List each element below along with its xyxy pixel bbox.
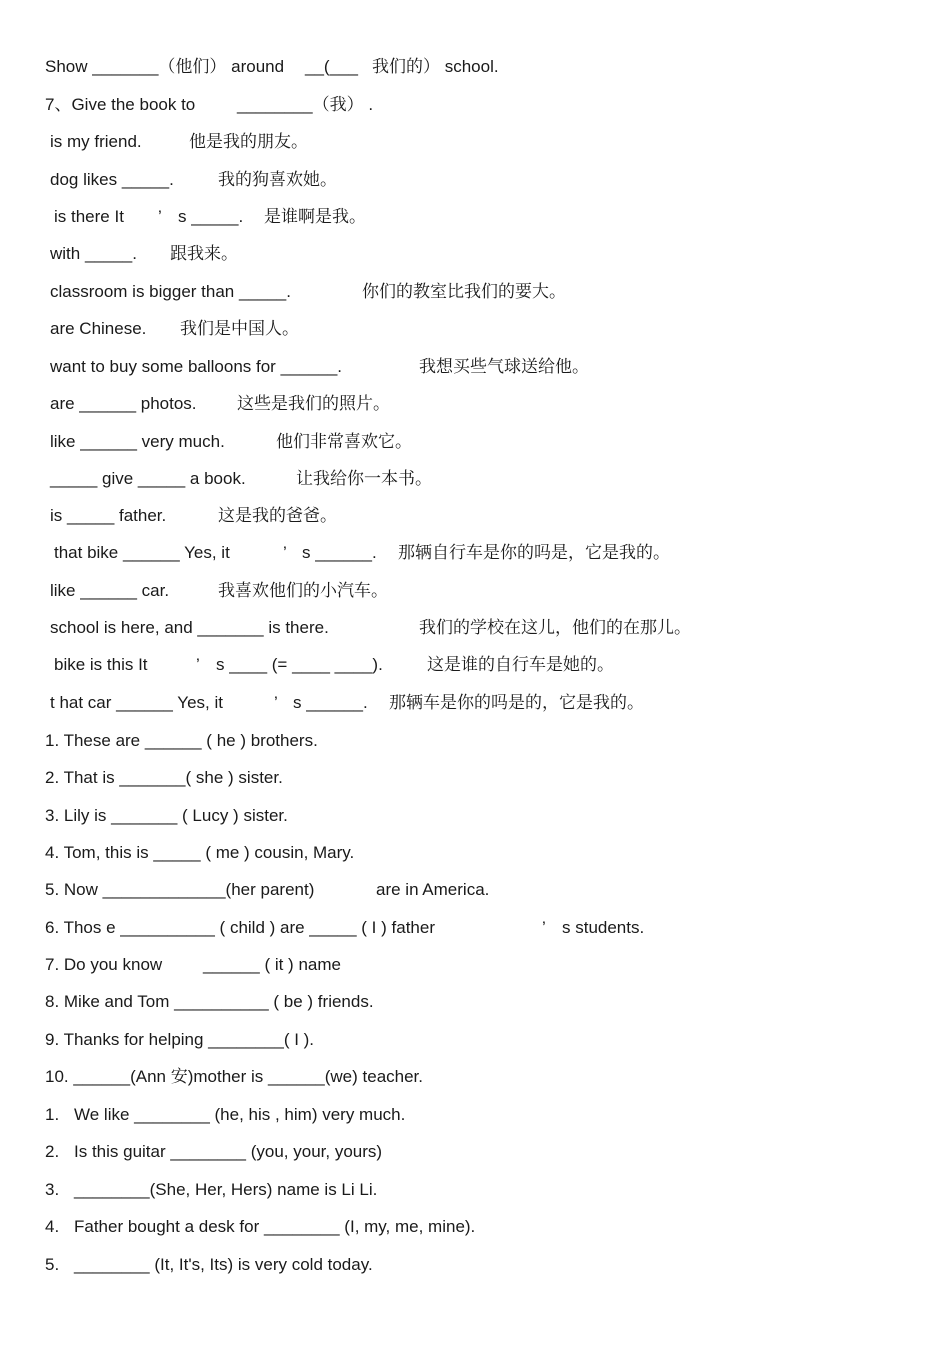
apostrophe: ’ [283,543,287,562]
line-text: t hat car ______ Yes, it [50,693,223,712]
translation-text: 跟我来。 [170,244,238,264]
exercise-text: 6. Thos e __________ ( child ) are _____ ( I ) father [45,918,435,937]
apostrophe: ’ [158,207,162,226]
line-text: like ______ car. [50,581,170,600]
apostrophe: ’ [274,693,278,712]
exercise-text: 8. Mike and Tom __________ ( be ) friends. [45,992,374,1011]
line-text: is there It [54,207,124,226]
item-number: 2. [45,1142,60,1161]
exercise-text: 3. Lily is _______ ( Lucy ) sister. [45,806,288,825]
exercise-text: ______ ( it ) name [203,955,341,974]
translation-text: 我们的学校在这儿，他们的在那儿。 [419,618,691,638]
item-number: 5. [45,1255,60,1274]
translation-text: 你们的教室比我们的要大。 [362,282,566,302]
translation-text: 我想买些气球送给他。 [419,357,589,377]
translation-text: 让我给你一本书。 [296,469,432,489]
line-text: 我们的） school. [372,57,499,76]
translation-text: 这些是我们的照片。 [237,394,390,414]
line-text: _____ give _____ a book. [50,469,246,488]
line-text: want to buy some balloons for ______. [50,357,343,376]
apostrophe: ’ [542,918,546,937]
translation-text: 这是我的爸爸。 [218,506,337,526]
line-text: school is here, and _______ is there. [50,618,329,637]
line-text: s ____ (= ____ ____). [216,655,383,674]
translation-text: 我们是中国人。 [180,319,299,339]
line-text: __(___ [305,57,363,76]
item-number: 3. [45,1180,60,1199]
line-text: bike is this It [54,655,148,674]
exercise-text: 5. Now _____________(her parent) [45,880,315,899]
exercise-text: ________(She, Her, Hers) name is Li Li. [74,1180,378,1199]
line-text: classroom is bigger than _____. [50,282,291,301]
exercise-text: 2. That is _______( she ) sister. [45,768,283,787]
line-text: are Chinese. [50,319,147,338]
line-text: that bike ______ Yes, it [54,543,230,562]
line-text: dog likes _____. [50,170,174,189]
translation-text: 这是谁的自行车是她的。 [427,655,614,675]
exercise-text: We like ________ (he, his , him) very much. [74,1105,406,1124]
line-text: s ______. [293,693,368,712]
item-number: 1. [45,1105,60,1124]
translation-text: 他们非常喜欢它。 [276,432,412,452]
line-text: s _____. [178,207,244,226]
line-text: with _____. [50,244,137,263]
exercise-text: are in America. [376,880,490,899]
line-text: s ______. [302,543,377,562]
exercise-text: Is this guitar ________ (you, your, yours) [74,1142,383,1161]
line-text: ________（我） . [237,95,374,114]
translation-text: 他是我的朋友。 [189,132,308,152]
exercise-text: 1. These are ______ ( he ) brothers. [45,731,318,750]
exercise-text: 4. Tom, this is _____ ( me ) cousin, Mary. [45,843,355,862]
translation-text: 我的狗喜欢她。 [218,170,337,190]
line-text: Show _______（他们） around [45,57,289,76]
line-text: are ______ photos. [50,394,197,413]
exercise-text: 10. ______(Ann 安)mother is ______(we) teacher. [45,1067,424,1086]
exercise-text: Father bought a desk for ________ (I, my, me, mine). [74,1217,476,1236]
translation-text: 那辆车是你的吗是的，它是我的。 [389,693,644,713]
exercise-text: ________ (It, It's, Its) is very cold today. [74,1255,373,1274]
line-text: 7、Give the book to [45,95,196,114]
exercise-text: 7. Do you know [45,955,163,974]
translation-text: 是谁啊是我。 [264,207,366,227]
line-text: like ______ very much. [50,432,225,451]
item-number: 4. [45,1217,60,1236]
line-text: is my friend. [50,132,142,151]
apostrophe: ’ [196,655,200,674]
translation-text: 我喜欢他们的小汽车。 [218,581,388,601]
exercise-text: s students. [562,918,645,937]
exercise-text: 9. Thanks for helping ________( I ). [45,1030,315,1049]
translation-text: 那辆自行车是你的吗是，它是我的。 [398,543,670,563]
line-text: is _____ father. [50,506,167,525]
